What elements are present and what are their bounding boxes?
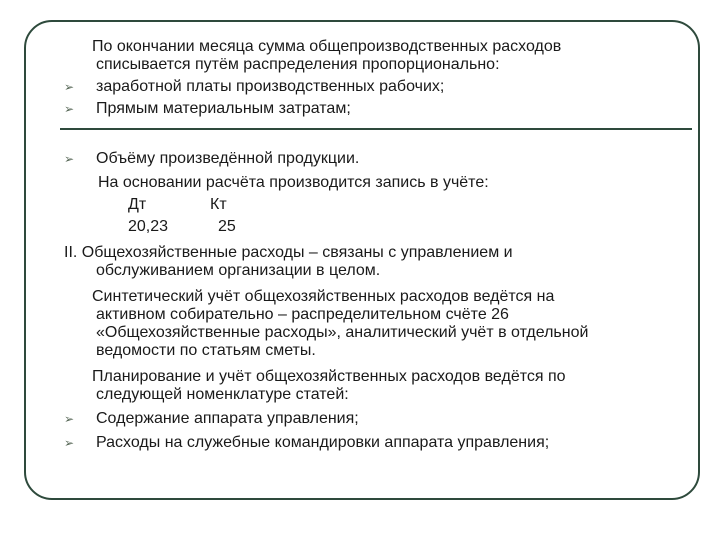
synthetic-line-2: активном собирательно – распределительном счёте 26 xyxy=(96,306,509,323)
intro-line-1: По окончании месяца сумма общепроизводственных расходов xyxy=(92,38,562,55)
arrowhead-bullet-icon: ➢ xyxy=(64,436,75,450)
bullet-wages: заработной платы производственных рабочих; xyxy=(96,78,445,95)
debit-value: 20,23 xyxy=(128,218,169,235)
bullet-materials: Прямым материальным затратам; xyxy=(96,100,351,117)
debit-label: Дт xyxy=(128,196,147,213)
bullet-business-trips: Расходы на служебные командировки аппарата управления; xyxy=(96,434,550,451)
arrowhead-bullet-icon: ➢ xyxy=(64,152,75,166)
credit-value: 25 xyxy=(218,218,236,235)
section-2-line-1: II. Общехозяйственные расходы – связаны с управлением и xyxy=(64,244,513,261)
arrowhead-bullet-icon: ➢ xyxy=(64,102,75,116)
record-intro: На основании расчёта производится запись в учёте: xyxy=(98,174,489,191)
synthetic-line-4: ведомости по статьям сметы. xyxy=(96,342,316,359)
bullet-management: Содержание аппарата управления; xyxy=(96,410,359,427)
planning-line-1: Планирование и учёт общехозяйственных расходов ведётся по xyxy=(92,368,566,385)
section-divider xyxy=(60,128,692,130)
intro-line-2: списывается путём распределения пропорционально: xyxy=(96,56,500,73)
arrowhead-bullet-icon: ➢ xyxy=(64,80,75,94)
arrowhead-bullet-icon: ➢ xyxy=(64,412,75,426)
credit-label: Кт xyxy=(210,196,227,213)
section-2-line-2: обслуживанием организации в целом. xyxy=(96,262,381,279)
synthetic-line-1: Синтетический учёт общехозяйственных расходов ведётся на xyxy=(92,288,555,305)
synthetic-line-3: «Общехозяйственные расходы», аналитический учёт в отдельной xyxy=(96,324,589,341)
planning-line-2: следующей номенклатуре статей: xyxy=(96,386,349,403)
bullet-output: Объёму произведённой продукции. xyxy=(96,150,360,167)
